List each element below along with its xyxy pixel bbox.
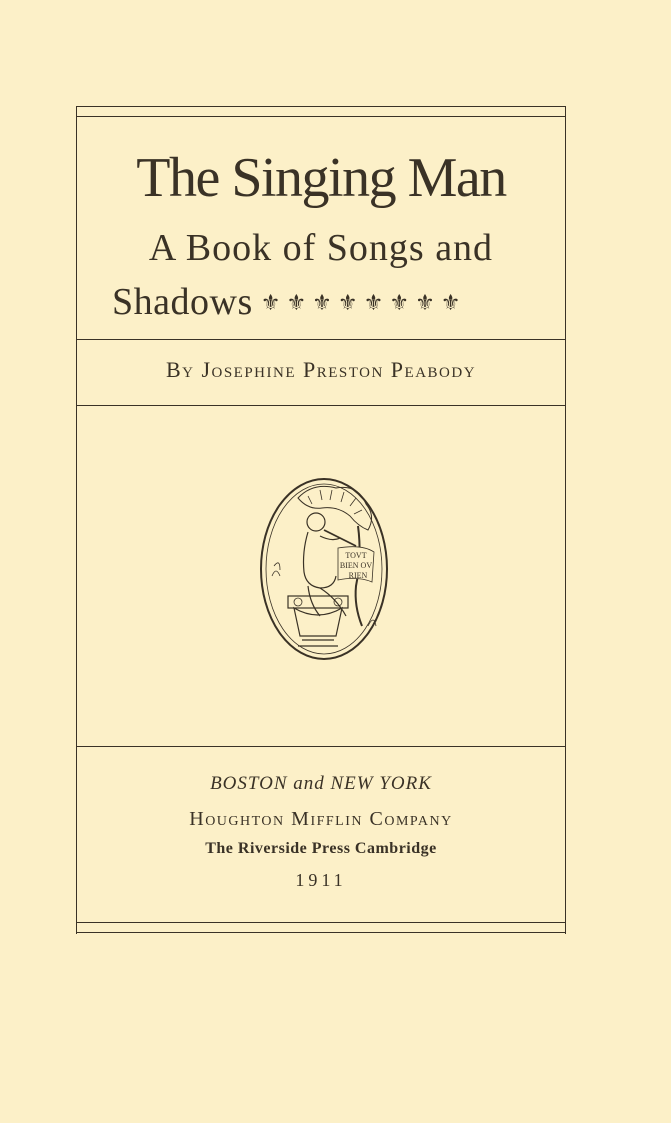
motto-line3: RIEN [348,571,368,580]
publisher-cities: BOSTON and NEW YORK [210,773,432,794]
bottom-rule-inner [76,922,566,923]
top-rule-inner [76,116,566,117]
book-subtitle-line2 [112,280,467,325]
author-byline: By Josephine Preston Peabody [165,357,477,382]
motto-line2: BIEN OV [339,561,373,570]
title-page-frame [76,106,566,934]
publisher-name: Houghton Mifflin Company [189,808,453,830]
divider-after-title [76,339,566,340]
divider-before-imprint [76,746,566,747]
motto-line1: TOVT [345,551,367,560]
divider-after-byline [76,405,566,406]
book-subtitle-line1: A Book of Songs and [148,227,494,269]
subtitle-word: Shadows [112,281,253,323]
ornament-row: ⚜⚜⚜⚜⚜⚜⚜⚜ [260,290,467,315]
printers-emblem [258,476,390,662]
book-title: The Singing Man [136,147,506,209]
publication-year: 1911 [295,870,347,890]
bottom-rule-outer [76,932,566,933]
publisher-press: The Riverside Press Cambridge [205,840,437,857]
top-rule-outer [76,106,566,107]
